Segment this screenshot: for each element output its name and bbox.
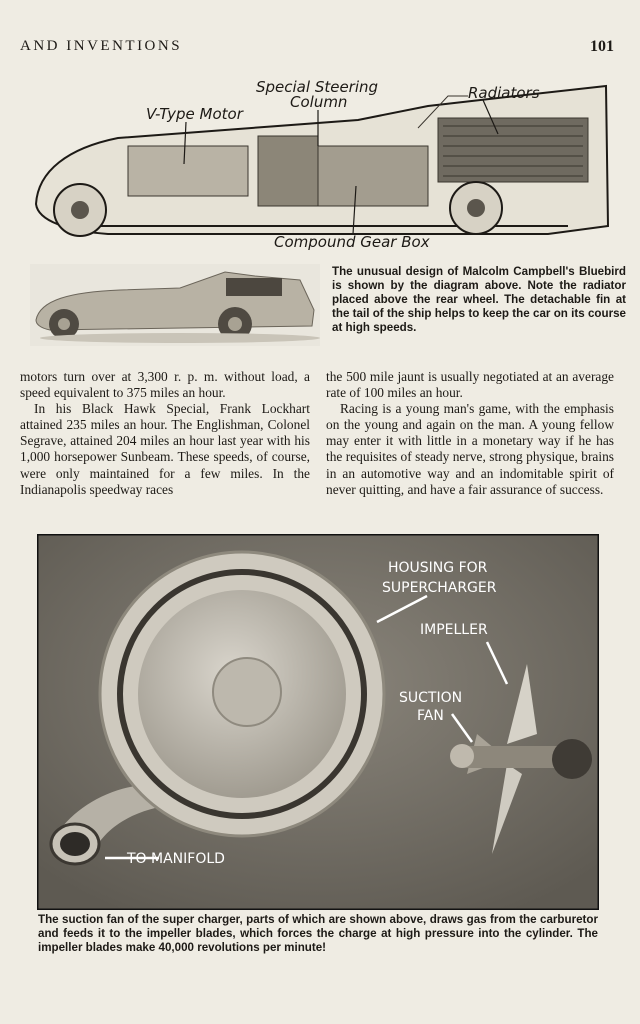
body-paragraph: In his Black Hawk Special, Frank Lockhart attained 235 miles an hour. The Englishman, Colonel Segrave, attained 204 miles an hour last year with his 1,000 horsepower Sunbeam. These speeds, of course, were only maintained for a few miles. In the Indianapolis speedway races [20, 401, 310, 497]
gear-box-label: Compound Gear Box [274, 233, 430, 251]
page-number: 101 [590, 38, 614, 55]
running-header: AND INVENTIONS [20, 38, 183, 54]
body-paragraph: the 500 mile jaunt is usually negotiated at an average rate of 100 miles an hour. [326, 369, 614, 401]
supercharger-caption: The suction fan of the super charger, parts of which are shown above, draws gas from the carburetor and feeds it to the impeller blades, which forces the charge at high pressure into the cylinder. The impeller blades make 40,000 revolutions per minute! [38, 913, 598, 955]
front-wheel [54, 184, 106, 236]
rear-wheel [450, 182, 502, 234]
housing-label-line1: HOUSING FOR [388, 560, 488, 576]
steering-column-label-line2: Column [290, 93, 348, 111]
car-photo [30, 264, 320, 346]
body-column-left [20, 369, 310, 498]
body-paragraph: Racing is a young man's game, with the emphasis on the young and again on the man. A young fellow may enter it with little in a monetary way if he has the requisites of steady nerve, strong physique, brains in an automotive way and an indomitable spirit of never quitting, and have a fair assurance of success. [326, 401, 614, 497]
car-cutaway-diagram [28, 76, 612, 256]
housing-label-line2: SUPERCHARGER [382, 580, 497, 596]
radiators-label: Radiators [468, 84, 540, 102]
suction-fan-label-line2: FAN [417, 708, 444, 724]
impeller-label: IMPELLER [420, 622, 488, 638]
body-paragraph: motors turn over at 3,300 r. p. m. without load, a speed equivalent to 375 miles an hour. [20, 369, 310, 401]
body-column-right [326, 369, 614, 498]
manifold-label: TO MANIFOLD [127, 851, 225, 867]
steering-column-label-line1: Special Steering [256, 78, 379, 96]
motor-label: V-Type Motor [146, 105, 243, 123]
supercharger-photo [37, 534, 599, 910]
diagram-caption: The unusual design of Malcolm Campbell's Bluebird is shown by the diagram above. Note the radiator placed above the rear wheel. The detachable fin at the tail of the ship helps to keep the car on its course at high speeds. [332, 265, 626, 334]
suction-fan-label-line1: SUCTION [399, 690, 463, 706]
